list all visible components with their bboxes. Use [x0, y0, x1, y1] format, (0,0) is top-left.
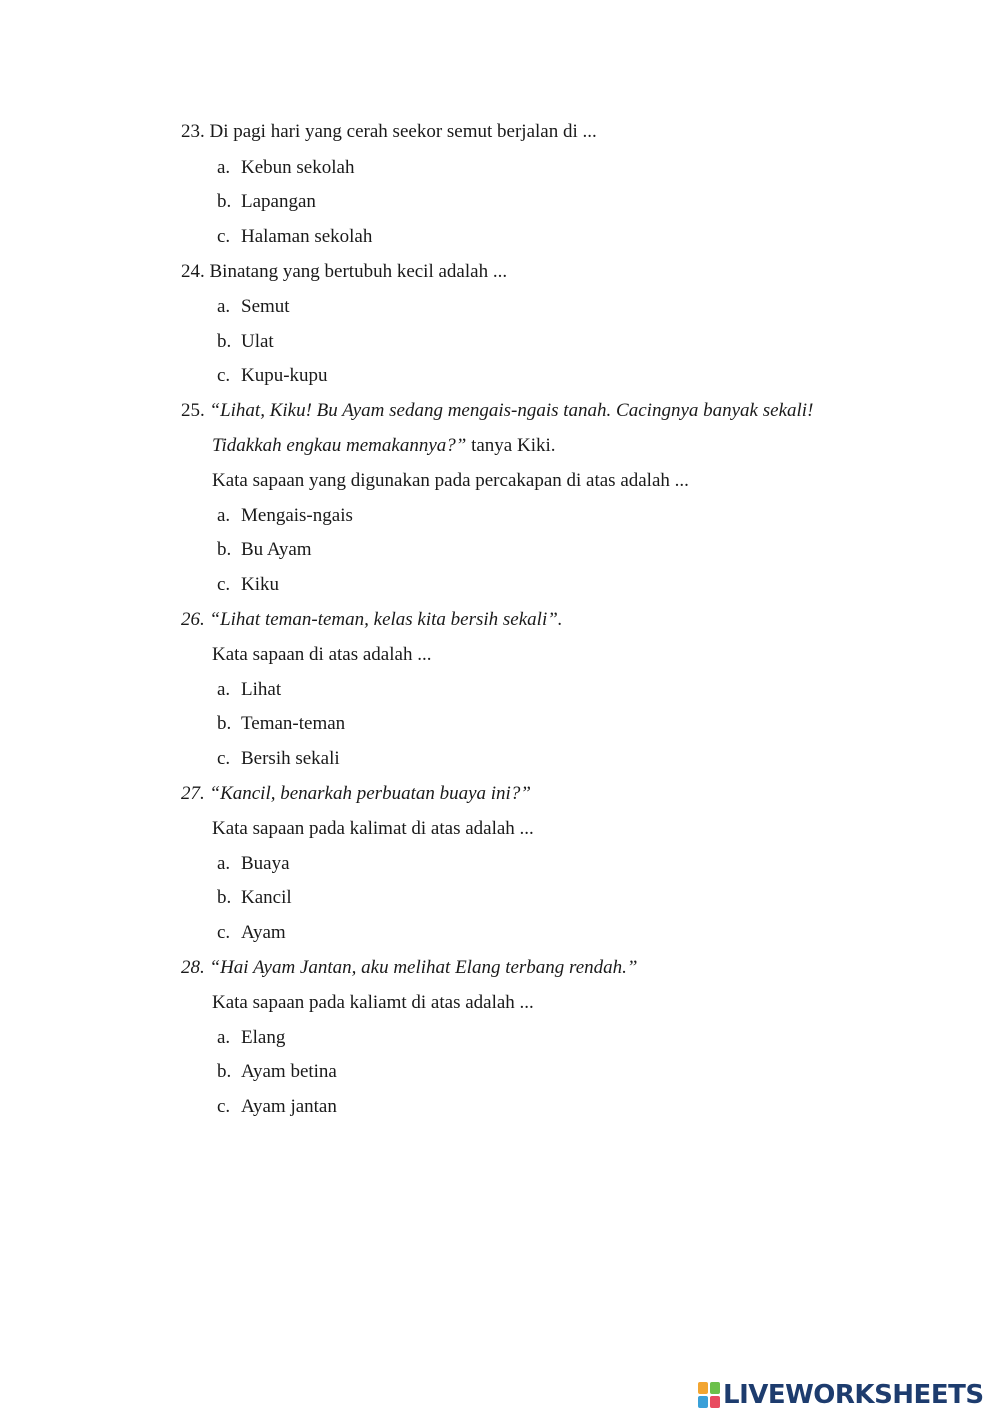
- question-25-option-a[interactable]: Mengais-ngais: [241, 505, 353, 526]
- question-27-option-a[interactable]: Buaya: [241, 853, 290, 874]
- question-25-option-b[interactable]: Bu Ayam: [241, 539, 312, 560]
- question-26-option-a[interactable]: Lihat: [241, 679, 282, 700]
- question-24-option-b[interactable]: Ulat: [241, 331, 274, 352]
- option-letter: c.: [217, 1096, 231, 1117]
- liveworksheets-logo: [698, 1381, 984, 1409]
- logo-square-icon: [698, 1396, 708, 1408]
- question-28-quote: 28. “Hai Ayam Jantan, aku melihat Elang terbang rendah.”: [181, 957, 638, 978]
- option-letter: b.: [217, 539, 232, 560]
- question-26-stem: Kata sapaan di atas adalah ...: [212, 644, 432, 665]
- option-letter: a.: [217, 157, 231, 178]
- question-28-option-a[interactable]: Elang: [241, 1027, 286, 1048]
- logo-square-icon: [710, 1396, 720, 1408]
- option-letter: b.: [217, 887, 232, 908]
- liveworksheets-logo-icon: [698, 1382, 720, 1408]
- question-23-stem: 23. Di pagi hari yang cerah seekor semut berjalan di ...: [181, 121, 597, 142]
- question-23-option-c[interactable]: Halaman sekolah: [241, 226, 373, 247]
- option-letter: b.: [217, 191, 232, 212]
- option-letter: c.: [217, 922, 231, 943]
- question-28-stem: Kata sapaan pada kaliamt di atas adalah ...: [212, 992, 534, 1013]
- logo-square-icon: [698, 1382, 708, 1394]
- question-27-option-b[interactable]: Kancil: [241, 887, 292, 908]
- option-letter: c.: [217, 748, 231, 769]
- option-letter: b.: [217, 1061, 232, 1082]
- question-25-stem: Kata sapaan yang digunakan pada percakapan di atas adalah ...: [212, 470, 689, 491]
- question-26-quote: 26. “Lihat teman-teman, kelas kita bersih sekali”.: [181, 609, 563, 630]
- question-25-quote: 25. “Lihat, Kiku! Bu Ayam sedang mengais-ngais tanah. Cacingnya banyak sekali!: [181, 400, 814, 421]
- question-23-option-a[interactable]: Kebun sekolah: [241, 157, 355, 178]
- logo-text: LIVEWORKSHEETS: [723, 1380, 984, 1410]
- option-letter: a.: [217, 296, 231, 317]
- option-letter: a.: [217, 505, 231, 526]
- option-letter: b.: [217, 331, 232, 352]
- option-letter: a.: [217, 1027, 231, 1048]
- question-27-quote: 27. “Kancil, benarkah perbuatan buaya ini?”: [181, 783, 531, 804]
- option-letter: a.: [217, 679, 231, 700]
- option-letter: a.: [217, 853, 231, 874]
- question-28-option-c[interactable]: Ayam jantan: [241, 1096, 337, 1117]
- question-24-stem: 24. Binatang yang bertubuh kecil adalah ...: [181, 261, 508, 282]
- option-letter: c.: [217, 365, 231, 386]
- logo-square-icon: [710, 1382, 720, 1394]
- option-letter: c.: [217, 574, 231, 595]
- question-26-option-b[interactable]: Teman-teman: [241, 713, 346, 734]
- option-letter: b.: [217, 713, 232, 734]
- option-letter: c.: [217, 226, 231, 247]
- question-25-quote-cont: Tidakkah engkau memakannya?” tanya Kiki.: [212, 435, 556, 456]
- question-24-option-c[interactable]: Kupu-kupu: [241, 365, 328, 386]
- question-27-stem: Kata sapaan pada kalimat di atas adalah ...: [212, 818, 534, 839]
- question-27-option-c[interactable]: Ayam: [241, 922, 286, 943]
- question-24-option-a[interactable]: Semut: [241, 296, 290, 317]
- question-23-option-b[interactable]: Lapangan: [241, 191, 316, 212]
- question-25-option-c[interactable]: Kiku: [241, 574, 279, 595]
- question-26-option-c[interactable]: Bersih sekali: [241, 748, 340, 769]
- question-28-option-b[interactable]: Ayam betina: [241, 1061, 337, 1082]
